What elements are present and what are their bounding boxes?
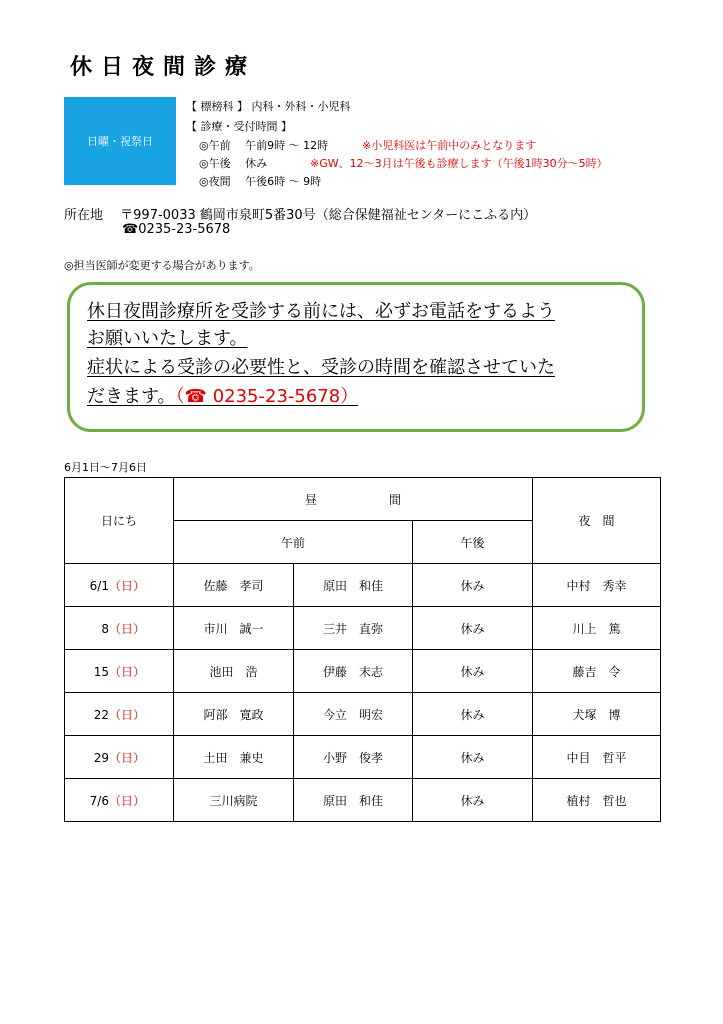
pm-doctor: 休み <box>413 736 533 779</box>
day-badge: 日曜・祝祭日 <box>64 97 176 185</box>
address-label: 所在地 <box>64 208 104 223</box>
header-night: 夜 間 <box>533 478 661 564</box>
weekday: （日） <box>108 707 145 722</box>
header-date: 日にち <box>65 478 174 564</box>
departments-line: 【 標榜科 】 内科・外科・小児科 <box>186 100 351 113</box>
period-label: 6月1日～7月6日 <box>64 461 147 474</box>
date-cell <box>65 736 174 779</box>
date-value: 29 <box>93 750 109 765</box>
night-hours: ◎夜間 午後6時 ～ 9時 <box>199 175 322 188</box>
phone-number: 0235-23-5678 <box>138 222 231 237</box>
phone-icon: ☎ <box>122 222 139 237</box>
am-doctor-1: 市川 誠一 <box>174 607 294 650</box>
am-doctor-2: 原田 和佳 <box>294 564 413 607</box>
table-row <box>65 607 661 650</box>
night-doctor: 藤吉 令 <box>533 650 661 693</box>
date-cell <box>65 779 174 822</box>
pm-doctor: 休み <box>413 779 533 822</box>
am-doctor-2: 小野 俊孝 <box>294 736 413 779</box>
hours-heading: 【 診療・受付時間 】 <box>186 120 292 133</box>
header-am: 午前 <box>174 521 413 564</box>
address-line <box>64 204 536 223</box>
pm-doctor: 休み <box>413 650 533 693</box>
pm-doctor: 休み <box>413 693 533 736</box>
am-hours: ◎午前 午前9時 ～ 12時 <box>199 139 329 152</box>
phone-line <box>122 222 230 237</box>
date-value: 15 <box>93 664 109 679</box>
callout-line-2: お願いいたします。 <box>87 328 248 349</box>
am-doctor-1: 土田 兼史 <box>174 736 294 779</box>
am-doctor-1: 池田 浩 <box>174 650 294 693</box>
schedule-table <box>64 477 661 822</box>
weekday: （日） <box>108 793 145 808</box>
night-doctor: 中目 哲平 <box>533 736 661 779</box>
table-row <box>65 736 661 779</box>
date-cell <box>65 693 174 736</box>
weekday: （日） <box>108 664 145 679</box>
am-doctor-2: 原田 和佳 <box>294 779 413 822</box>
am-doctor-2: 伊藤 末志 <box>294 650 413 693</box>
callout-phone: （☎ 0235-23-5678） <box>175 386 359 407</box>
date-value: 8 <box>101 621 109 636</box>
pm-note: ※GW、12～3月は午後も診療します（午後1時30分～5時） <box>310 157 608 170</box>
night-doctor: 犬塚 博 <box>533 693 661 736</box>
table-row <box>65 564 661 607</box>
am-doctor-1: 三川病院 <box>174 779 294 822</box>
pm-doctor: 休み <box>413 607 533 650</box>
table-row <box>65 650 661 693</box>
table-row <box>65 779 661 822</box>
am-doctor-2: 三井 直弥 <box>294 607 413 650</box>
table-row <box>65 693 661 736</box>
callout-line-4 <box>87 382 358 408</box>
header-daytime: 昼 間 <box>174 478 533 521</box>
date-cell <box>65 564 174 607</box>
date-value: 7/6 <box>89 793 109 808</box>
night-doctor: 川上 篤 <box>533 607 661 650</box>
doctor-change-note: ◎担当医師が変更する場合があります。 <box>64 259 260 272</box>
date-value: 22 <box>93 707 109 722</box>
night-doctor: 中村 秀幸 <box>533 564 661 607</box>
am-note: ※小児科医は午前中のみとなります <box>362 139 537 152</box>
weekday: （日） <box>108 578 145 593</box>
call-ahead-callout <box>67 282 645 432</box>
date-cell <box>65 607 174 650</box>
date-value: 6/1 <box>89 578 109 593</box>
weekday: （日） <box>108 750 145 765</box>
callout-line-4-text: だきます。 <box>87 386 176 407</box>
callout-line-3: 症状による受診の必要性と、受診の時間を確認させていた <box>87 357 555 378</box>
am-doctor-2: 今立 明宏 <box>294 693 413 736</box>
night-doctor: 植村 哲也 <box>533 779 661 822</box>
weekday: （日） <box>108 621 145 636</box>
date-cell <box>65 650 174 693</box>
pm-doctor: 休み <box>413 564 533 607</box>
pm-hours: ◎午後 休み <box>199 157 268 170</box>
address-value: 〒997-0033 鶴岡市泉町5番30号（総合保健福祉センターにこふる内） <box>120 208 537 223</box>
header-pm: 午後 <box>413 521 533 564</box>
am-doctor-1: 佐藤 孝司 <box>174 564 294 607</box>
page-title: 休日夜間診療 <box>70 55 257 80</box>
am-doctor-1: 阿部 寛政 <box>174 693 294 736</box>
callout-line-1: 休日夜間診療所を受診する前には、必ずお電話をするよう <box>87 301 555 322</box>
